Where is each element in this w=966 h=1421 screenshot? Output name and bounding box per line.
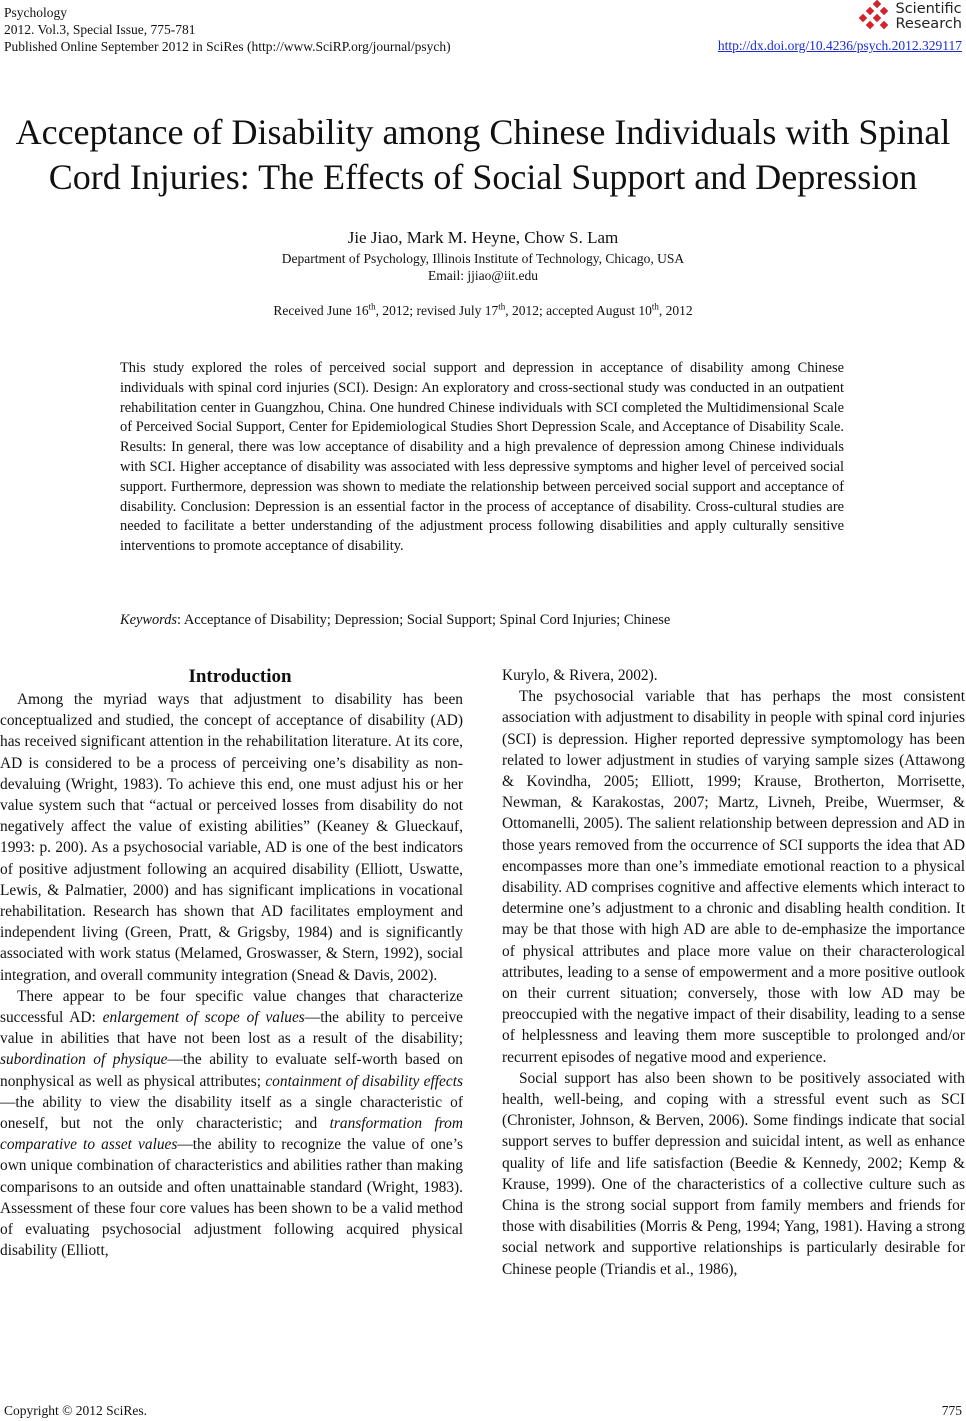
journal-name: Psychology [4, 5, 68, 20]
journal-volume: 2012. Vol.3, Special Issue, 775-781 [4, 22, 196, 37]
keywords [120, 612, 844, 629]
title-line-1: Acceptance of Disability among Chinese Individuals with Spinal [15, 112, 951, 152]
left-column [0, 665, 463, 1261]
received-text: Received June 16 [273, 303, 369, 318]
logo-line-2: Research [895, 16, 962, 32]
keywords-label: Keywords [120, 612, 178, 628]
logo-line-1: Scientific [895, 1, 962, 17]
revised-text: , 2012; revised July 17 [375, 303, 499, 318]
publication-info: Published Online September 2012 in SciRes (http://www.SciRP.org/journal/psych) [4, 39, 451, 54]
paragraph: There appear to be four specific value changes that characterize successful AD: enlargement of scope of values—the ability to perceive value in abilities that have not been lost as a result of the disability; subordination of physique—the ability to evaluate self-worth based on nonphysical as well as physical attributes; containment of disability effects—the ability to view the disability itself as a single characteristic of oneself, but not the only characteristic; and transformation from comparative to asset values—the ability to recognize the value of one’s own unique combination of characteristics and abilities rather than making comparisons to an outside and often unattainable standard (Wright, 1983). Assessment of these four core values has been shown to be a valid method of evaluating psychosocial adjustment following acquired physical disability (Elliott, [0, 987, 464, 1260]
ordinal-suffix: th [651, 301, 659, 312]
author-email: Email: jjiao@iit.edu [428, 268, 538, 283]
paragraph: Social support has also been shown to be positively associated with health, well-being, and coping with a stressful event such as SCI (Chronister, Johnson, & Berven, 2006). Some findings indicate that social support serves to buffer depression and suicidal intent, as well as enhance quality of life and life satisfaction (Beedie & Kennedy, 2002; Kemp & Krause, 1999). One of the characteristics of a collective culture such as China is the strong social support from family members and friends for those with disabilities (Morris & Peng, 1994; Yang, 1981). Having a strong social network and supportive relationships is particularly desirable for Chinese people (Triandis et al., 1986), [502, 1069, 965, 1278]
publisher-logo [857, 0, 962, 34]
journal-header [4, 4, 451, 55]
page-number: 775 [941, 1403, 962, 1418]
paragraph: The psychosocial variable that has perhaps the most consistent association with adjustment to disability in people with spinal cord injuries (SCI) is depression. Higher reported depressive symptomology has been related to lower adjustment in studies of varying sample sizes (Attawong & Kovindha, 2005; Elliott, 1999; Krause, Brotherton, Morrisette, Newman, & Karakostas, 2007; Martz, Livneh, Preibe, Wuermser, & Ottomanelli, 2005). The salient relationship between depression and AD in those years removed from the occurrence of SCI supports the idea that AD encompasses more than one’s immediate emotional reaction to a physical disability. AD comprises cognitive and affective elements which interact to determine one’s adjustment to a chronic and disabling health condition. It may be that those with high AD are able to de-emphasize the importance of physical attributes and place more value on their characterological attributes, leading to a sense of empowerment and a more positive outlook on their current situation; conversely, those with low AD may be preoccupied with the negative impact of their disability, leading to a sense of helplessness and leaving them more susceptible to prolonged and/or recurrent episodes of negative mood and experience. [502, 688, 965, 1066]
abstract: This study explored the roles of perceived social support and depression in acceptance of disability among Chinese individuals with spinal cord injuries (SCI). Design: An exploratory and cross-sectional study was conducted in an outpatient rehabilitation center in Guangzhou, China. One hundred Chinese individuals with SCI completed the Multidimensional Scale of Perceived Social Support, Center for Epidemiological Studies Short Depression Scale, and Acceptance of Disability Scale. Results: In general, there was low acceptance of disability and a high prevalence of depression among Chinese individuals with SCI. Higher acceptance of disability was associated with less depressive symptoms and higher level of perceived social support. Furthermore, depression was shown to mediate the relationship between perceived social support and acceptance of disability. Conclusion: Depression is an essential factor in the process of acceptance of disability. Cross-cultural studies are needed to facilitate a better understanding of the adjustment process following disabilities and apply culturally sensitive interventions to promote acceptance of disability. [120, 360, 844, 555]
affiliation: Department of Psychology, Illinois Institute of Technology, Chicago, USA [281, 251, 685, 266]
ordinal-suffix: th [368, 301, 376, 312]
author-list: Jie Jiao, Mark M. Heyne, Chow S. Lam [347, 228, 619, 247]
paper-title [0, 110, 966, 200]
title-line-2: Cord Injuries: The Effects of Social Support and Depression [48, 157, 918, 197]
right-column [502, 665, 965, 1280]
doi-link[interactable]: http://dx.doi.org/10.4236/psych.2012.329117 [717, 38, 962, 53]
copyright: Copyright © 2012 SciRes. [4, 1403, 148, 1418]
received-dates [0, 303, 966, 319]
paragraph: Among the myriad ways that adjustment to disability has been conceptualized and studied, the concept of acceptance of disability (AD) has received significant attention in the rehabilitation literature. At its core, AD is considered to be a process of perceiving one’s disability as non-devaluing (Wright, 1983). To achieve this end, one must adjust his or her value system such that “actual or perceived losses from disability do not negatively affect the value of existing abilities” (Keaney & Glueckauf, 1993: p. 200). As a psychosocial variable, AD is one of the best indicators of positive adjustment following an acquired disability (Elliott, Uswatte, Lewis, & Palmatier, 2000) and has significant implications in vocational rehabilitation. Research has shown that AD facilitates employment and independent living (Green, Pratt, & Grigsby, 1984) and is significantly associated with work status (Melamed, Groswasser, & Stern, 1992), social integration, and overall community integration (Snead & Davis, 2002). [0, 691, 463, 984]
logo-text [895, 2, 962, 32]
ordinal-suffix: th [498, 301, 506, 312]
paragraph: Kurylo, & Rivera, 2002). [502, 667, 658, 684]
accepted-year: , 2012 [658, 303, 693, 318]
keywords-list: : Acceptance of Disability; Depression; Social Support; Spinal Cord Injuries; Chinese [177, 612, 671, 628]
section-heading: Introduction [188, 666, 292, 687]
scientific-research-logo-icon [857, 0, 893, 34]
accepted-text: , 2012; accepted August 10 [505, 303, 652, 318]
